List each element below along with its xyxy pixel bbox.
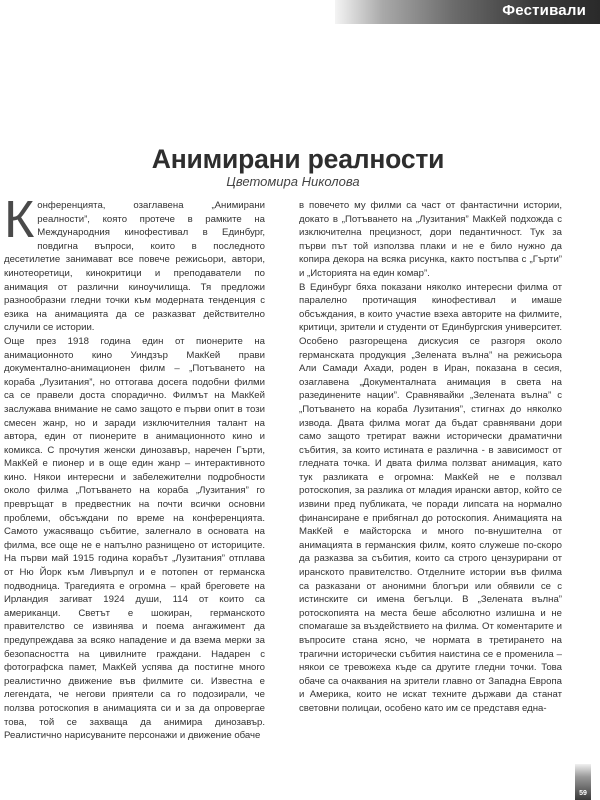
paragraph: Още през 1918 година един от пионерите на анимационното кино Уиндзър МакКей прави документално-анимационен филм – „Потъването на кораба „Лузитания”, но оттогава досега подобни филми са се правели доста спорадично. Филмът на МакКей заслужава внимание не само защото е първи опит в този смесен жанр, но и заради изключителния талант на автора, един от пионерите в анимационното кино и комикса. С прочутия женски динозавър, наречен Гърти, МакКей е пионер и в още един жанр – интерактивното кино. Някои интересни и забележителни подробности около филма „Потъването на кораба „Лузитания” го превръщат в предвестник на почти всички основни проблеми, обсъждани по време на конференцията. Самото ужасяващо събитие, залегнало в основата на филма, все още не е напълно разнищено от историците. На първи май 1915 година корабът „Лузитания” отплава от Ню Йорк към Ливърпул и е потопен от германска подводница. Трагедията е огромна – край бреговете на Ирландия загиват 1924 души, 114 от които са американци. Светът е шокиран, германското правителство се извинява и поема ангажимент да предупреждава за всяко нападение и да взема мерки за безопасността на цивилните граждани. Надарен с фотографска памет, МакКей успява да постигне много реалистично движение във филмите си. Известна е легендата, че негови приятели са го подозирали, че ползва ротоскопия в анимацията си и за да опровергае това, той се захваща да анимира динозавър. Реалистично нарисуваните персонажи и движение обаче bbox=[4, 335, 265, 742]
page-number-tab bbox=[575, 764, 591, 800]
section-label: Фестивали bbox=[502, 2, 586, 19]
article-column-right bbox=[299, 199, 562, 716]
paragraph: онференцията, озаглавена „Анимирани реалности”, която протече в рамките на Международния кинофестивал в Единбург, повдигна въпроси, които в последното десетилетие занимават все повече режисьори, автори, кинотеоретици, кинокритици и преподаватели по анимация от различни киноучилища. Тя предложи разнообразни гледни точки към модерната тенденция с езика на анимацията да се разказват действително случили се истории. bbox=[4, 200, 265, 334]
section-header-bar bbox=[335, 0, 600, 24]
drop-cap: К bbox=[4, 191, 35, 249]
page-number: 59 bbox=[579, 790, 587, 797]
paragraph: В Единбург бяха показани няколко интересни филма от паралелно протичащия кинофестивал и имаше обсъждания, в които участие взеха авторите на филмите, критици, зрители и студенти от Единбургския университет. Особено разгорещена дискусия се разгоря около германската продукция „Зелената вълна” на режисьора Али Самади Ахади, роден в Иран, показана в сесия, озаглавена „Документалната анимация в света на разединените нации”. Сравнявайки „Зелената вълна” с „Потъването на кораба Лузитания”, стигнах до няколко извода. Двата филма могат да бъдат сравнявани дори само защото третират важни исторически драматични събития, за които истината е различна - в зависимост от гледната точка. И двата филма ползват анимация, като тук разликата е огромна: МакКей не е ползвал ротоскопия, за разлика от младия ирански автор, който се извини пред публиката, че поради липсата на нормално финансиране е прибягнал до ротоскопия. Анимацията на МакКей е майсторска и много по-внушителна от анимацията в германския филм, която служеше по-скоро да разказва за събития, които са строго цензурирани от иранското правителство. Отделните истории във филма са разказани от анонимни блогъри или обявили се с истинските си имена бегълци. В „Зелената вълна” ротоскопията на места беше абсолютно излишна и не спомагаше за въздействието на филма. От коментарите и въпросите стана ясно, че нормата в третирането на трагични исторически събития наистина се е променила – някои се тревожеха къде са другите гледни точки. Това обаче са очаквания на зрители главно от Западна Европа и Америка, които не искат техните държави да станат световни полицаи, особено като им се представя една- bbox=[299, 281, 562, 714]
paragraph: в повечето му филми са част от фантастични истории, докато в „Потъването на „Лузитания” МакКей подхожда с изключителна прецизност, дори педантичност. Тук за първи път той използва плаки и не е било нужно да копира декора на всяка рисунка, както постъпва с „Гърти” и „Историята на един комар”. bbox=[299, 200, 562, 279]
article-column-left bbox=[4, 191, 265, 743]
article-author: Цветомира Николова bbox=[226, 174, 360, 189]
article-title: Анимирани реалности bbox=[151, 144, 445, 174]
